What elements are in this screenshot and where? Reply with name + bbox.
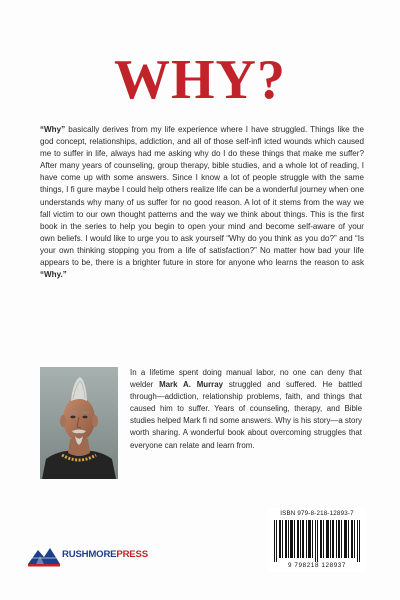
isbn-barcode: [268, 508, 366, 572]
author-photo: [40, 367, 118, 479]
publisher-name: [62, 549, 148, 560]
barcode-icon: [272, 520, 362, 562]
book-title: WHY?: [114, 49, 286, 111]
blurb-lead: “Why”: [40, 125, 66, 134]
publisher-logo: [26, 544, 154, 572]
author-portrait-image: [40, 367, 118, 479]
bio-before: In a lifetime spent doing manual labor, no one can deny that welder: [130, 368, 362, 390]
blurb-body: basically derives from my life experience where I have struggled. Things like the god concept, relationships, addiction, and all of those self-infl icted wounds which caused me to suffer in life, always had me asking why do I do these things that make me suffer? After many years of counseling, group therapy, bible studies, and a whole lot of reading, I have come up with some answers. Since I know a lot of people struggle with the same things, I fi gure maybe I could help others realize life can be a wonderful journey when one understands why many of us suffer for no good reason. A lot of it stems from the way we fall victim to our own thought patterns and the way we think about things. This is the first book in the series to help you begin to open your mind and become self-aware of your own beliefs. I would like to urge you to ask yourself “Why do you think as you do?” and “Is your own thinking stopping you from a life of satisfaction?” No matter how bad your life appears to be, there is a brighter future in store for anyone who learns the reason to ask: [40, 125, 364, 268]
author-bio: [130, 367, 362, 452]
mountain-logo-icon: [26, 544, 62, 568]
isbn-label: ISBN 979-8-218-12893-7: [280, 510, 354, 517]
barcode-digits: 9 798218 128937: [287, 562, 347, 569]
author-name: Mark A. Murray: [159, 380, 224, 390]
book-blurb: [40, 124, 364, 281]
publisher-name-suffix: PRESS: [116, 549, 148, 560]
bio-after: struggled and suffered. He battled through—addiction, relationship problems, faith, and things that caused him to suffer. Years of counseling, therapy, and Bible studies helped Mark fi nd some answers. Why is his story—a story worth sharing. A wonderful book about overcoming struggles that everyone can relate and learn from.: [130, 380, 363, 450]
blurb-tail: “Why.”: [40, 270, 67, 280]
publisher-name-main: RUSHMORE: [62, 549, 117, 560]
